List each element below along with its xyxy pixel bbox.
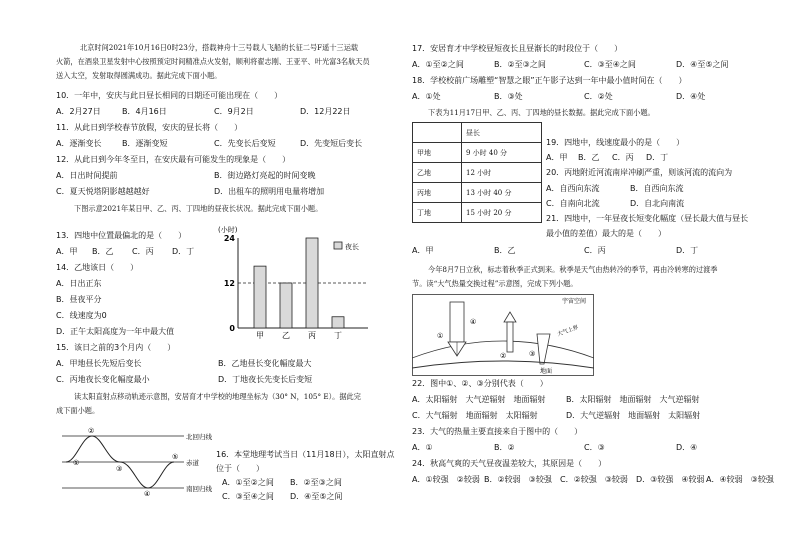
space-label: 宇宙空间 (562, 298, 587, 305)
q24-option-d: D．③较强 ④较弱 (636, 475, 705, 484)
q16-option-c: C．③至④之间 (222, 492, 274, 501)
bar-丁 (332, 317, 344, 328)
atmosphere-heat-diagram (412, 294, 594, 376)
point-5: ⑤ (172, 453, 179, 461)
q24-stem: 24．秋高气爽的天气昼夜温差较大，其原因是（ ） (412, 459, 607, 468)
q19-option-c: C．丙 (612, 153, 634, 162)
y-tick-label: 24 (223, 234, 235, 243)
q20-option-c: C．自南向北流 (546, 199, 600, 208)
q14-option-a: A．日出正东 (56, 279, 102, 288)
q16-option-a: A．①至②之间 (222, 478, 274, 487)
q16-stem: 16．本堂地理考试当日（11月18日），太阳直射点 (216, 450, 395, 459)
q11-option-d: D．先变短后变长 (300, 139, 363, 148)
q14-option-c: C．线速度为0 (56, 311, 107, 320)
q11-option-b: B．逐渐变短 (122, 139, 168, 148)
q16-option-d: D．④至⑤之间 (290, 492, 343, 501)
q17-option-a: A．①至②之间 (412, 60, 464, 69)
point-3: ③ (116, 465, 123, 473)
q23-option-a: A．① (412, 443, 433, 452)
bar-甲 (254, 266, 266, 328)
y-axis-unit-label: (小时) (218, 226, 238, 234)
q10-stem: 10．一年中，安庆与此日昼长相同的日期还可能出现在（ ） (56, 91, 283, 100)
x-tick-label: 乙 (282, 331, 290, 340)
point-4: ④ (144, 490, 151, 498)
q14-stem: 14．乙地该日（ ） (56, 263, 139, 272)
ground-label: 地面 (540, 368, 553, 375)
y-tick-label: 12 (223, 279, 235, 288)
q13-option-c: C．丙 (132, 247, 154, 256)
x-tick-label: 丁 (334, 331, 342, 340)
q21-option-a: A．甲 (412, 246, 434, 255)
q18-option-b: B．③处 (494, 92, 523, 101)
q12-option-a: A．日出时间提前 (56, 171, 118, 180)
q19-option-b: B．乙 (578, 153, 600, 162)
q18-option-a: A．①处 (412, 92, 441, 101)
intro-line-1: 北京时间2021年10月16日0时23分，搭载神舟十三号载人飞船的长征二号F遥十三运载 (80, 43, 359, 52)
equator-label: 赤道 (186, 459, 199, 467)
q12-option-d: D．出租车的照明用电量将增加 (214, 187, 325, 196)
q15-option-a: A．甲地昼长先短后变长 (56, 359, 142, 368)
q19-stem: 19．四地中，线速度最小的是（ ） (546, 138, 685, 147)
q19-option-a: A．甲 (546, 153, 568, 162)
q23-option-d: D．④ (676, 443, 698, 452)
q11-stem: 11．从此日到学校春节放假，安庆的昼长将（ ） (56, 123, 243, 132)
q15-option-b: B．乙地昼长变化幅度最大 (218, 359, 312, 368)
intro-line-3: 送入太空，发射取得圆满成功。据此完成下面小题。 (56, 71, 222, 80)
intro2: 下图示意2021年某日甲、乙、丙、丁四地的昼夜长状况。据此完成下面小题。 (74, 204, 323, 213)
intro-table: 下表为11月17日甲、乙、丙、丁四地的昼长数据。据此完成下面小题。 (428, 108, 655, 117)
q21-option-b: B．乙 (494, 246, 516, 255)
q13-stem: 13．四地中位置最偏北的是（ ） (56, 231, 187, 240)
q24-option-c: C．②较强 ③较弱 (560, 475, 628, 484)
q20-stem: 20．丙地附近河流南岸冲刷严重，则该河流的流向为 (546, 168, 733, 177)
q14-option-b: B．昼夜平分 (56, 295, 102, 304)
north-tropic-label: 北回归线 (186, 433, 212, 441)
intro-atmo-2: 节。读“大气热量交换过程”示意图，完成下列小题。 (412, 279, 578, 288)
q14-option-d: D．正午太阳高度为一年中最大值 (56, 327, 175, 336)
sun-path-diagram (56, 424, 216, 504)
intro3-line-2: 成下面小题。 (56, 406, 100, 415)
bar-丙 (306, 238, 318, 328)
q22-option-b: B．太阳辐射 地面辐射 大气逆辐射 (566, 395, 700, 404)
legend-swatch (334, 242, 342, 249)
daylength-table (412, 122, 542, 223)
x-tick-label: 丙 (308, 331, 316, 340)
q18-stem: 18．学校校前广场雕塑“智慧之眼”正午影子达到一年中最小值时间在（ ） (412, 76, 687, 85)
atmo-top-label: 大气上界 (556, 324, 580, 338)
q15-option-c: C．丙地夜长变化幅度最小 (56, 375, 150, 384)
q21-stem-2: 最小值的差值）最大的是（ ） (546, 229, 666, 238)
intro3-line-1: 读太阳直射点移动轨迹示意图，安居育才中学校的地理坐标为（30° N，105° E）。据此完 (74, 392, 361, 401)
q12-option-b: B．街边路灯亮起的时间变晚 (214, 171, 316, 180)
table-cell: 丙地 (413, 183, 462, 203)
q10-option-a: A．2月27日 (56, 107, 101, 116)
q23-option-b: B．② (494, 443, 515, 452)
q17-stem: 17．安居育才中学校昼短夜长且昼渐长的时段位于（ ） (412, 44, 623, 53)
intro-line-2: 火箭，在酒泉卫星发射中心按照预定时间精准点火发射，顺利将翟志刚、王亚平、叶光富3名航天员 (56, 57, 370, 66)
q19-option-d: D．丁 (646, 153, 669, 162)
q12-option-c: C．夏天悦塔阴影越越越好 (56, 187, 150, 196)
q10-option-c: C．9月2日 (214, 107, 254, 116)
q18-option-d: D．④处 (676, 92, 706, 101)
q24-option-a: A．①较强 ②较弱 (412, 475, 480, 484)
solar-radiation-arrow (450, 302, 464, 342)
q10-option-d: D．12月22日 (300, 107, 351, 116)
table-cell: 9 小时 40 分 (462, 143, 542, 163)
q20-option-b: B．自西向东流 (630, 184, 684, 193)
q22-option-a: A．太阳辐射 大气逆辐射 地面辐射 (412, 395, 546, 404)
q10-option-b: B．4月16日 (122, 107, 167, 116)
bar-乙 (280, 283, 292, 328)
table-cell: 乙地 (413, 163, 462, 183)
table-cell: 15 小时 20 分 (462, 203, 542, 223)
day-night-bar-chart (216, 222, 376, 344)
table-header: 昼长 (462, 123, 542, 143)
q11-option-a: A．逐渐变长 (56, 139, 102, 148)
q16-option-b: B．②至③之间 (290, 478, 342, 487)
q21-option-c: C．丙 (584, 246, 606, 255)
q23-stem: 23．大气的热量主要直接来自于图中的（ ） (412, 427, 583, 436)
q21-stem: 21．四地中，一年昼夜长短变化幅度（昼长最大值与昼长 (546, 214, 749, 223)
q17-option-b: B．②至③之间 (494, 60, 546, 69)
num-1: ① (437, 332, 444, 340)
table-cell: 甲地 (413, 143, 462, 163)
point-1: ① (73, 459, 80, 467)
y-tick-label: 0 (229, 324, 235, 333)
south-tropic-label: 南回归线 (186, 485, 212, 493)
q13-option-b: B．乙 (92, 247, 114, 256)
q18-option-c: C．②处 (584, 92, 613, 101)
num-4: ④ (470, 318, 477, 326)
q21-option-d: D．丁 (676, 246, 699, 255)
table-cell: 12 小时 (462, 163, 542, 183)
q24-option-b: B．②较弱 ③较强 (484, 475, 552, 484)
q22-option-d: D．大气逆辐射 地面辐射 太阳辐射 (566, 411, 701, 420)
q22-option-c: C．大气辐射 地面辐射 太阳辐射 (412, 411, 538, 420)
q15-option-d: D．丁地夜长先变长后变短 (218, 375, 313, 384)
q17-option-c: C．③至④之间 (584, 60, 636, 69)
num-2: ② (500, 352, 507, 360)
q16-stem-2: 位于（ ） (216, 464, 264, 473)
q13-option-d: D．丁 (172, 247, 195, 256)
q22-stem: 22．图中①、②、③分别代表（ ） (412, 379, 548, 388)
table-cell: 丁地 (413, 203, 462, 223)
q15-stem: 15．该日之前的3个月内（ ） (56, 343, 176, 352)
num-3: ③ (529, 350, 536, 358)
q24-option-e: A．④较弱 ③较强 (706, 475, 774, 484)
q23-option-c: C．③ (584, 443, 605, 452)
q11-option-c: C．先变长后变短 (214, 139, 276, 148)
q20-option-d: D．自北向南流 (630, 199, 685, 208)
table-cell: 13 小时 40 分 (462, 183, 542, 203)
x-tick-label: 甲 (256, 331, 264, 340)
legend-label: 夜长 (345, 243, 359, 251)
intro-atmo-1: 今年8月7日立秋，标志着秋季正式到来。秋季是天气由热转冷的季节，再由冷转寒的过渡季 (428, 265, 718, 274)
point-2: ② (88, 427, 95, 435)
q20-option-a: A．自西向东流 (546, 184, 600, 193)
q13-option-a: A．甲 (56, 247, 78, 256)
q12-stem: 12．从此日到今年冬至日，在安庆最有可能发生的现象是（ ） (56, 155, 291, 164)
q17-option-d: D．④至⑤之间 (676, 60, 729, 69)
